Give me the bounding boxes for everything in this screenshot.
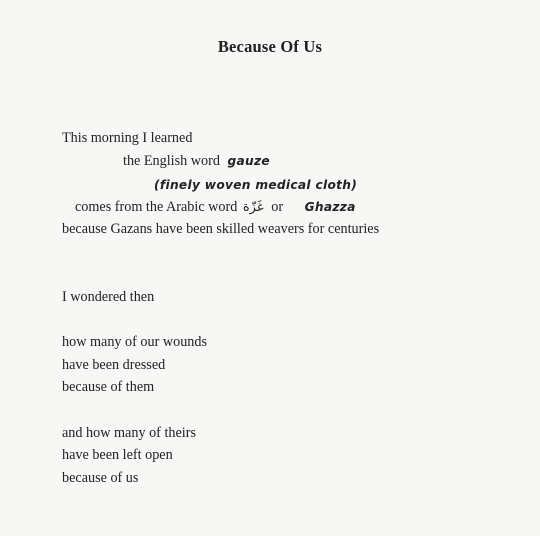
poem-line-text: the English word bbox=[123, 153, 220, 169]
emphasized-word: gauze bbox=[227, 154, 270, 168]
poem-line-text: comes from the Arabic word bbox=[75, 199, 238, 215]
poem-line: have been dressed bbox=[62, 357, 166, 373]
emphasized-word: Ghazza bbox=[304, 200, 356, 214]
poem-line: This morning I learned bbox=[62, 130, 193, 146]
poem-line: because of us bbox=[62, 470, 139, 486]
poem-line: I wondered then bbox=[62, 289, 155, 305]
poem-title: Because Of Us bbox=[217, 37, 323, 56]
poem-line: have been left open bbox=[62, 447, 173, 463]
poem-line-parenthetical: (finely woven medical cloth) bbox=[154, 178, 358, 192]
poem-line bbox=[75, 198, 356, 217]
arabic-word: غَزّة bbox=[242, 200, 264, 215]
poem-line: because of them bbox=[62, 379, 155, 395]
poem-line-text: or bbox=[271, 199, 284, 215]
poem-line: because Gazans have been skilled weavers for centuries bbox=[62, 221, 380, 237]
poem-line bbox=[123, 152, 270, 170]
poem-line: and how many of theirs bbox=[62, 425, 196, 441]
poem-line: how many of our wounds bbox=[62, 334, 208, 350]
